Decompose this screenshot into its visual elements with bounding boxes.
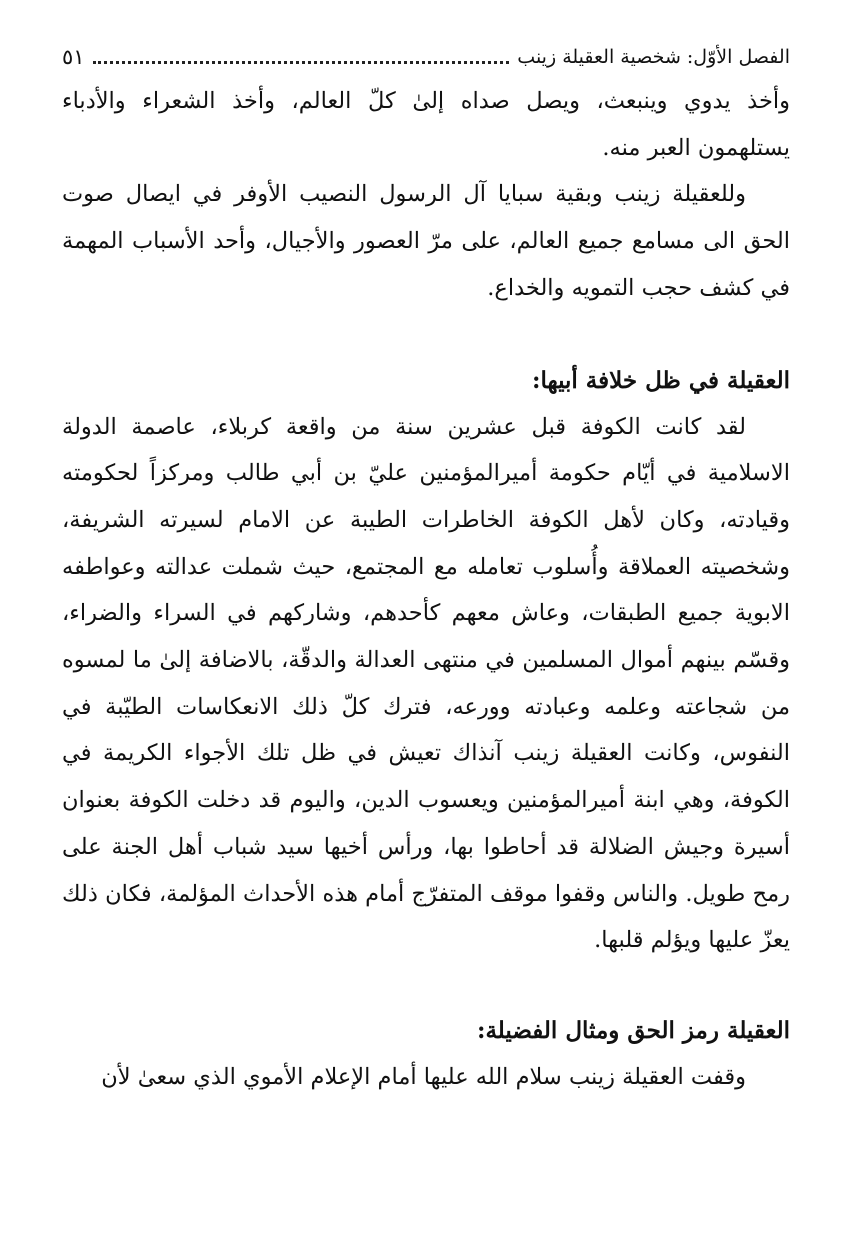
paragraph-1: وأخذ يدوي وينبعث، ويصل صداه إلىٰ كلّ العالم، وأخذ الشعراء والأدباء يستلهمون العبر منه.	[62, 88, 790, 161]
section-heading-caliphate: العقيلة في ظل خلافة أبيها:	[531, 366, 790, 394]
page-number: ٥١	[62, 45, 85, 69]
paragraph-4: وقفت العقيلة زينب سلام الله عليها أمام الإعلام الأموي الذي سعىٰ لأن	[101, 1063, 746, 1090]
book-page	[62, 30, 790, 1101]
running-header	[62, 30, 790, 70]
paragraph-2: وللعقيلة زينب وبقية سبايا آل الرسول النصيب الأوفر في ايصال صوت الحق الى مسامع جميع العالم، على مرّ العصور والأجيال، وأحد الأسباب المهمة في كشف حجب التمويه والخداع.	[62, 181, 790, 301]
section-heading-virtue: العقيلة رمز الحق ومثال الفضيلة:	[476, 1016, 790, 1044]
paragraph-3: لقد كانت الكوفة قبل عشرين سنة من واقعة كربلاء، عاصمة الدولة الاسلامية في أيّام حكومة أميرالمؤمنين عليّ بن أبي طالب ومركزاً لحكومته وقيادته، وكان لأهل الكوفة الخاطرات الطيبة عن الامام لسيرته الشريفة، وشخصيته العملاقة وأُسلوب تعامله مع المجتمع، حيث شملت عدالته وعواطفه الابوية جميع الطبقات، وعاش معهم كأحدهم، وشاركهم في السراء والضراء، وقسّم بينهم أموال المسلمين في منتهى العدالة والدقّة، بالاضافة إلىٰ ما لمسوه من شجاعته وعلمه وعبادته وورعه، فترك كلّ ذلك الانعكاسات الطيّبة في النفوس، وكانت العقيلة زينب آنذاك تعيش في ظل تلك الأجواء الكريمة في الكوفة، وهي ابنة أميرالمؤمنين ويعسوب الدين، واليوم قد دخلت الكوفة بعنوان أسيرة وجيش الضلالة قد أحاطوا بها، ورأس أخيها سيد شباب أهل الجنة على رمح طويل. والناس وقفوا موقف المتفرّج أمام هذه الأحداث المؤلمة، فكان ذلك يعزّ عليها ويؤلم قلبها.	[62, 413, 790, 954]
dot-leader	[93, 49, 510, 64]
chapter-title: الفصل الأوّل: شخصية العقيلة زينب	[517, 46, 790, 68]
